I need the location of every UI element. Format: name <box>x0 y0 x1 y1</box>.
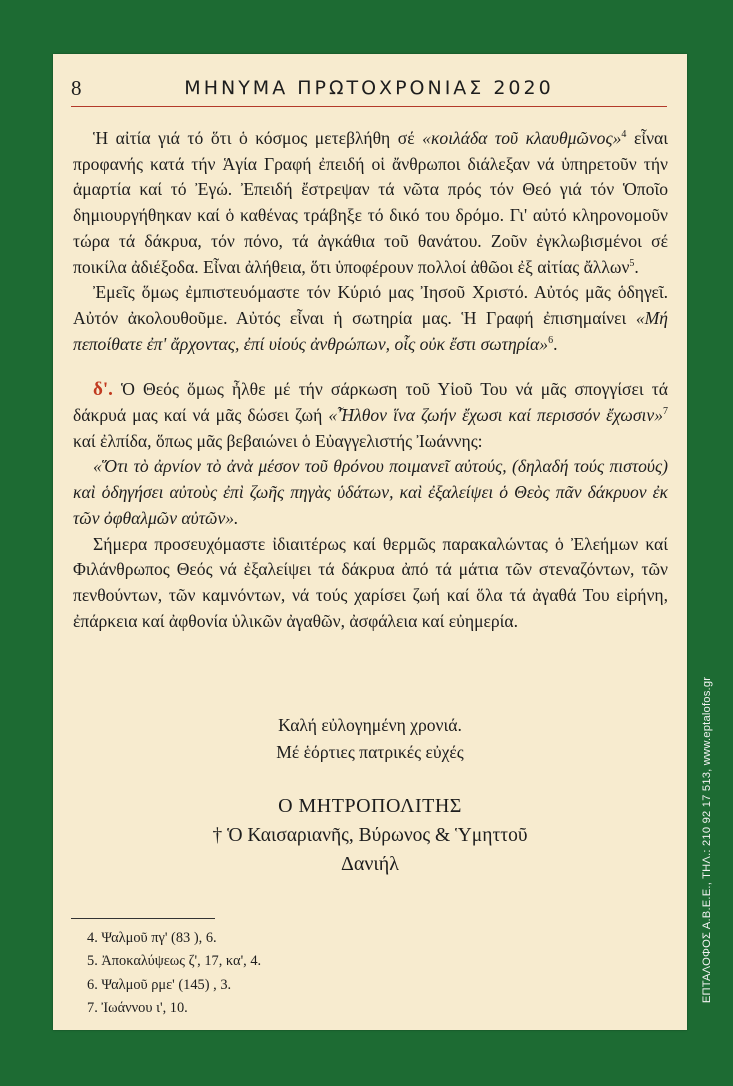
quote: «Ἦλθον ἵνα ζωήν ἔχωσι καί περισσόν ἔχωσιν» <box>328 405 663 426</box>
signature-title: Ο ΜΗΤΡΟΠΟΛΙΤΗΣ <box>278 795 462 817</box>
footnote-ref: 5 <box>629 257 635 269</box>
document-page <box>53 54 687 1030</box>
quote: «κοιλάδα τοῦ κλαυθμῶνος» <box>422 128 622 148</box>
footnote: 6. Ψαλμοῦ ρμε' (145) , 3. <box>87 976 232 993</box>
paragraph-2: Ἐμεῖς ὅμως ἐμπιστευόμαστε τόν Κύριό μας Ἰησοῦ Χριστό. Αὐτός μᾶς ὁδηγεῖ. Αὐτόν ἀκολουθοῦμε. Αὐτός εἶναι ἡ σωτηρία μας. Ἡ Γραφή ἐπισημαίνει «Μή πεποίθατε ἐπ' ἄρχοντας, ἐπί υἱούς ἀνθρώπων, οἷς οὐκ ἔστι σωτηρία»$^6$. <box>73 282 668 354</box>
section-number: δ'. <box>93 379 113 401</box>
signature-see: † Ὁ Καισαριανῆς, Βύρωνος & Ὑμηττοῦ <box>212 825 528 846</box>
footnote-ref: 6 <box>548 334 554 346</box>
closing-wishes <box>53 712 687 766</box>
footnote: 4. Ψαλμοῦ πγ' (83 ), 6. <box>87 930 217 946</box>
signature-name: Δανιήλ <box>341 853 399 875</box>
footnotes <box>87 927 261 1021</box>
running-header <box>71 76 667 107</box>
footnote-divider <box>71 918 215 919</box>
printer-credit-text: ΕΠΤΑΛΟΦΟΣ Α.Β.Ε.Ε., ΤΗΛ.: 210 92 17 513, www.eptalofos.gr <box>701 676 713 1004</box>
paragraph-5: Σήμερα προσευχόμαστε ἰδιαιτέρως καί θερμῶς παρακαλώντας ὁ Ἐλεήμων καί Φιλάνθρωπος Θεός νά ἐξαλείψει τά δάκρυα ἀπό τά μάτια τῶν στεναζόντων, τῶν πενθούντων, τῶν καμνόντων, νά τούς χαρίσει ζωή καί ὅλα τά ἀγαθά Του εἰρήνη, ἐπάρκεια καί ἀφθονία ὑλικῶν ἀγαθῶν, ἀσφάλεια καί εὐημερία. <box>73 533 668 631</box>
signature-block <box>53 792 687 878</box>
footnote: 7. Ἰωάννου ι', 10. <box>87 1000 188 1017</box>
footnote-ref: 4 <box>621 129 627 141</box>
printer-credit <box>700 640 714 1040</box>
footnote-ref: 7 <box>663 406 668 418</box>
closing-line-2: Μέ ἑόρτιες πατρικές εὐχές <box>276 742 464 762</box>
closing-line-1: Καλή εὐλογημένη χρονιά. <box>278 715 462 735</box>
body-text <box>73 126 668 634</box>
paragraph-1: Ἡ αἰτία γιά τό ὅτι ὁ κόσμος μετεβλήθη σέ «κοιλάδα τοῦ κλαυθμῶνος»$^4$ εἶναι προφανής κατά τήν Ἁγία Γραφή ἐπειδή οἱ ἄνθρωποι διάλεξαν νά ὑπηρετοῦν τήν ἁμαρτία καί τό Ἐγώ. Ἐπειδή ἔστρεψαν τά νῶτα πρός τόν Θεό γιά τόν Ὁποῖο δημιουργήθηκαν καί ὁ καθένας τράβηξε τό δικό του δρόμο. Γι' αὐτό κληρονομοῦν τώρα τά δάκρυα, τόν πόνο, τά ἀγκάθια τοῦ θανάτου. Ζοῦν ἐγκλωβισμένοι σέ ποικίλα ἀδιέξοδα. Εἶναι ἀλήθεια, ὅτι ὑποφέρουν πολλοί ἀθῶοι ἐξ αἰτίας ἄλλων$^5$. <box>73 128 668 277</box>
footnote: 5. Ἀποκαλύψεως ζ', 17, κα', 4. <box>87 953 262 970</box>
paragraph-3: δ'. Ὁ Θεός ὅμως ἦλθε μέ τήν σάρκωση τοῦ Υἱοῦ Του νά μᾶς σπογγίσει τά δάκρυά μας καί νά μᾶς δώσει ζωή «Ἦλθον ἵνα ζωήν ἔχωσι καί περισσόν ἔχωσιν»$^7$ καί ἐλπίδα, ὅπως μᾶς βεβαιώνει ὁ Εὐαγγελιστής Ἰωάννης: <box>73 379 668 451</box>
running-title: ΜΗΝΥΜΑ ΠΡΩΤΟΧΡΟΝΙΑΣ 2020 <box>184 77 554 99</box>
scripture-quote: «Ὅτι τὸ ἀρνίον τὸ ἀνὰ μέσον τοῦ θρόνου ποιμανεῖ αὐτούς, (δηλαδή τούς πιστούς) καὶ ὁδηγήσει αὐτοὺς ἐπὶ ζωῆς πηγὰς ὑδάτων, καὶ ἐξαλείψει ὁ Θεὸς πᾶν δάκρυον ἐκ τῶν ὀφθαλμῶν αὐτῶν». <box>73 456 668 528</box>
quote: «Μή πεποίθατε ἐπ' ἄρχοντας, ἐπί υἱούς ἀνθρώπων, οἷς οὐκ ἔστι σωτηρία» <box>73 307 668 354</box>
page-number: 8 <box>71 76 82 100</box>
